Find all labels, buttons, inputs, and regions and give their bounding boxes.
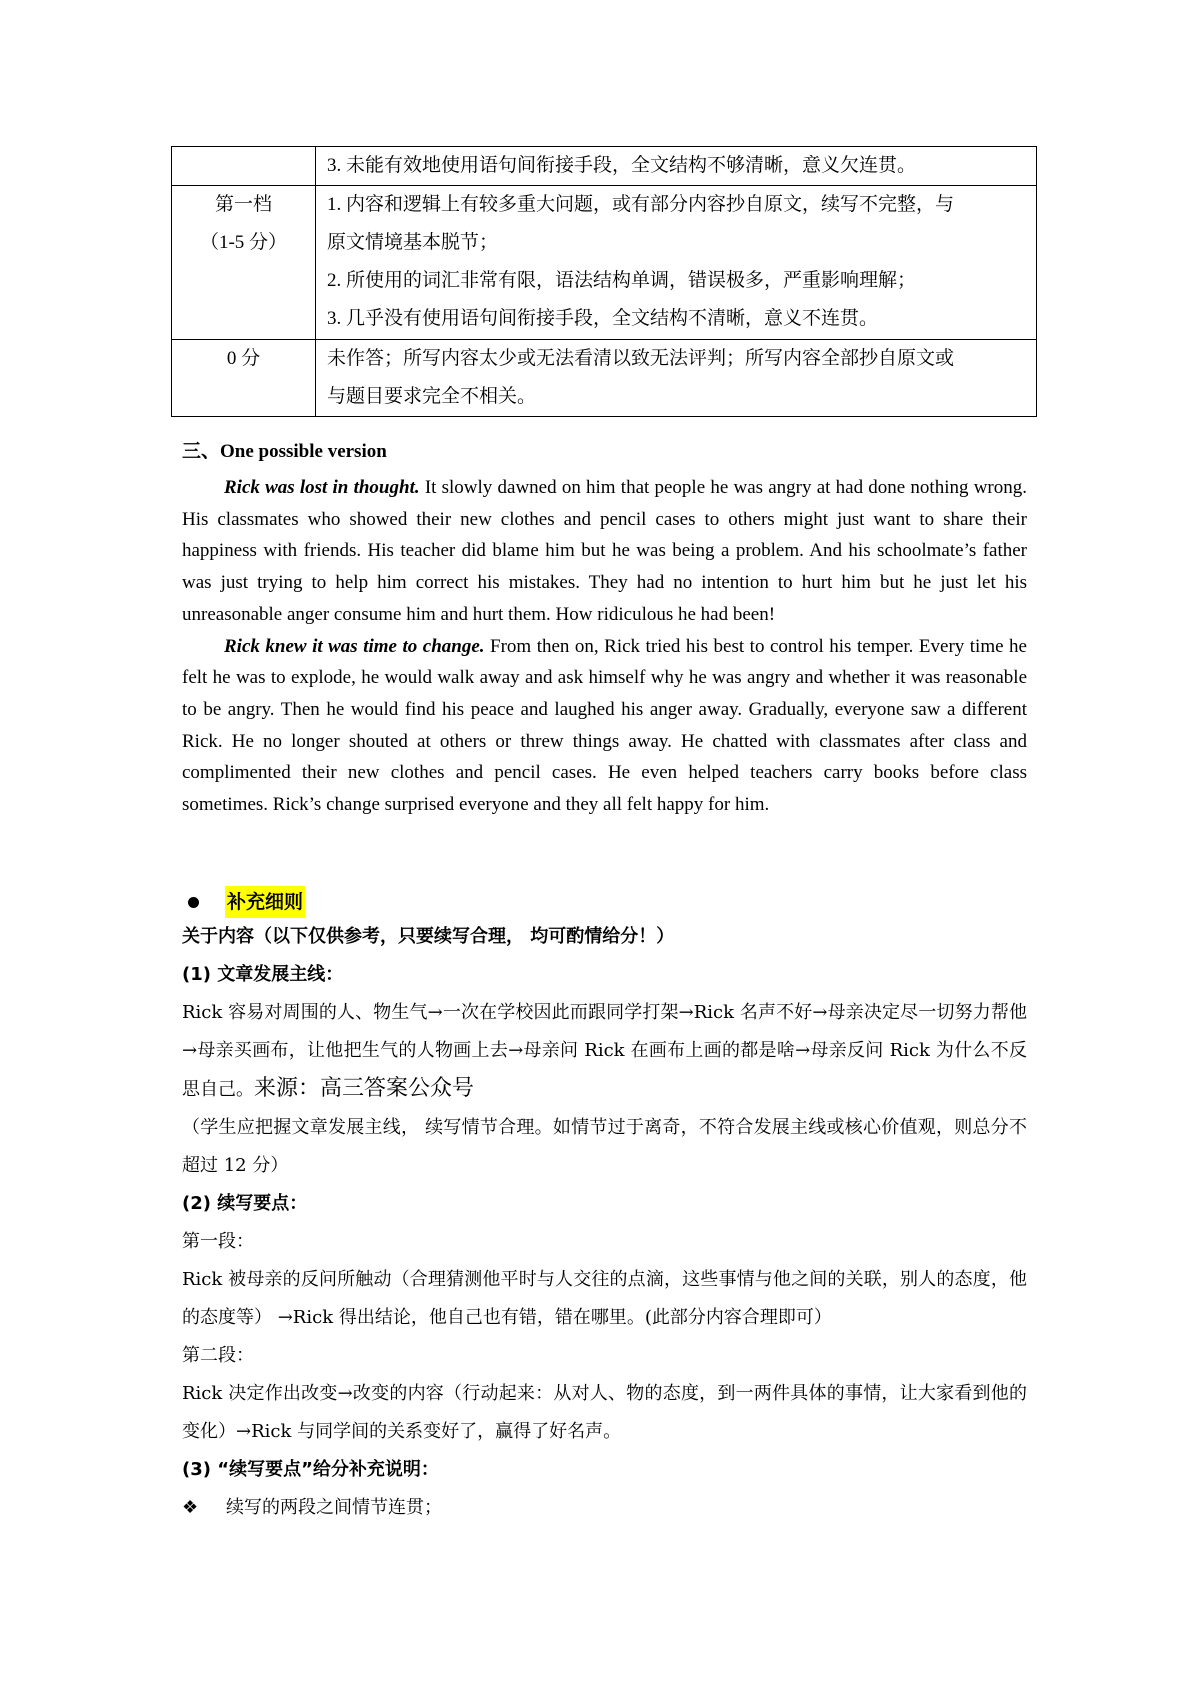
- rules-title: 补充细则: [225, 886, 305, 918]
- paragraph-lead-sentence: Rick was lost in thought.: [224, 477, 420, 498]
- description-cell: [316, 147, 1037, 186]
- mainline-note: （学生应把握文章发展主线， 续写情节合理。如情节过于离奇，不符合发展主线或核心价值观，则总分不超过 12 分）: [182, 1117, 1027, 1176]
- criterion-line: 原文情境基本脱节；: [327, 232, 499, 253]
- source-note: 来源：高三答案公众号: [254, 1076, 475, 1101]
- sample-essay: [182, 472, 1027, 821]
- criterion-line: 未作答；所写内容太少或无法看清以致无法评判；所写内容全部抄自原文或: [327, 348, 955, 369]
- grading-table: [171, 146, 1037, 417]
- table-row: [172, 147, 1037, 186]
- bullet-icon: [188, 897, 199, 908]
- criterion-line: 3. 未能有效地使用语句间衔接手段，全文结构不够清晰，意义欠连贯。: [327, 155, 917, 176]
- section-heading: 三、One possible version: [182, 441, 387, 462]
- essay-paragraph: [182, 472, 1027, 631]
- rules-title-row: [182, 886, 1027, 918]
- criterion-line: 2. 所使用的词汇非常有限，语法结构单调，错误极多，严重影响理解；: [327, 270, 917, 291]
- criterion-line: 3. 几乎没有使用语句间衔接手段，全文结构不清晰，意义不连贯。: [327, 308, 879, 329]
- essay-paragraph: [182, 631, 1027, 821]
- description-cell: [316, 186, 1037, 340]
- paragraph-body: It slowly dawned on him that people he was angry at had done nothing wrong. His classmates who showed their new clothes and pencil cases to others might just want to share their happiness with friends. His teacher did blame him but he was being a problem. And his schoolmate’s father was just trying to help him correct his mistakes. They had no intention to hurt him but he just let his unreasonable anger consume him and hurt them. How ridiculous he had been!: [182, 477, 1027, 625]
- mainline-heading: (1) 文章发展主线：: [182, 964, 344, 985]
- table-row: [172, 340, 1037, 417]
- paragraph-body: From then on, Rick tried his best to control his temper. Every time he felt he was to explode, he would walk away and ask himself why he was angry and whether it was reasonable to be angry. Then he would find his peace and laughed his anger away. Gradually, everyone saw a different Rick. He no longer shouted at others or threw things away. He chatted with classmates after class and complimented their new clothes and pencil cases. He even helped teachers carry books before class sometimes. Rick’s change surprised everyone and they all felt happy for him.: [182, 635, 1027, 816]
- paragraph-two-text: Rick 决定作出改变→改变的内容（行动起来：从对人、物的态度，到一两件具体的事情，让大家看到他的变化）→Rick 与同学间的关系变好了，赢得了好名声。: [182, 1383, 1027, 1442]
- description-cell: [316, 340, 1037, 417]
- criterion-line: 1. 内容和逻辑上有较多重大问题，或有部分内容抄自原文，续写不完整，与: [327, 194, 955, 215]
- points-heading: (2) 续写要点：: [182, 1193, 308, 1214]
- level-cell: [172, 147, 316, 186]
- diamond-bullet-icon: ❖: [182, 1497, 199, 1518]
- content-heading: 关于内容（以下仅供参考，只要续写合理， 均可酌情给分！）: [182, 926, 675, 947]
- paragraph-one-label: 第一段：: [182, 1231, 254, 1252]
- list-item: [182, 1489, 1027, 1527]
- mainline-body: Rick 容易对周围的人、物生气→一次在学校因此而跟同学打架→Rick 名声不好→母亲决定尽一切努力帮他→母亲买画布，让他把生气的人物画上去→母亲问 Rick 在画布上画的都是啥→母亲反问 Rick 为什么不反思自己。: [182, 1002, 1027, 1100]
- level-label: 第一档: [214, 194, 272, 215]
- supplementary-rules: [182, 886, 1027, 1527]
- criterion-line: 与题目要求完全不相关。: [327, 386, 537, 407]
- paragraph-lead-sentence: Rick knew it was time to change.: [224, 635, 485, 657]
- supplement-heading: (3) “续写要点”给分补充说明：: [182, 1459, 439, 1480]
- mainline-text: [182, 994, 1027, 1109]
- level-cell: 0 分: [172, 340, 316, 417]
- paragraph-two-label: 第二段：: [182, 1345, 254, 1366]
- table-row: [172, 186, 1037, 340]
- paragraph-one-text: Rick 被母亲的反问所触动（合理猜测他平时与人交往的点滴，这些事情与他之间的关联，别人的态度，他的态度等） →Rick 得出结论，他自己也有错，错在哪里。(此部分内容合理即可）: [182, 1269, 1027, 1328]
- level-cell: [172, 186, 316, 340]
- list-item-text: 续写的两段之间情节连贯；: [226, 1497, 442, 1518]
- level-range: （1-5 分）: [199, 232, 288, 253]
